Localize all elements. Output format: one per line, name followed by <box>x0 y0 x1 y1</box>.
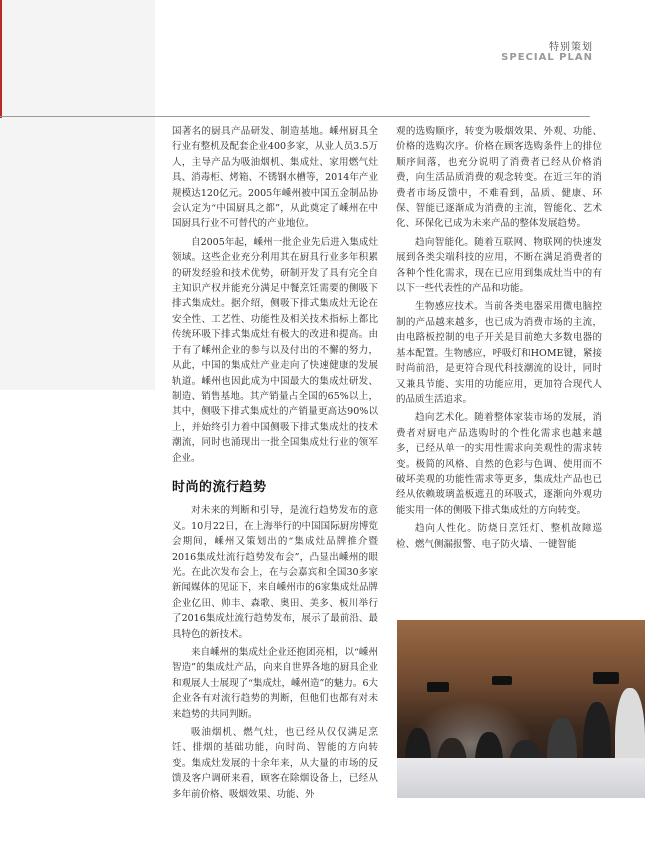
section-heading: 时尚的流行趋势 <box>172 479 267 495</box>
paragraph: 国著名的厨具产品研发、制造基地。嵊州厨具全行业有整机及配套企业400多家，从业人员3.5万人，主导产品为吸油烟机、集成灶、家用燃气灶具、消毒柜、烤箱、不锈钢水槽等，2014年产业规模达120亿元。2005年嵊州被中国五金制品协会认定为“中国厨具之都”，从此奠定了嵊州在中国厨具行业不可替代的产业地位。 <box>172 126 378 230</box>
left-margin-band <box>0 0 155 390</box>
paragraph: 趋向人性化。防烧日烹饪灯、整机故障巡检、燃气侧漏报警、电子防火墙、一键智能 <box>396 523 602 550</box>
paragraph: 生物感应技术。当前各类电器采用微电脑控制的产品越来越多，也已成为消费市场的主流，由电路板控制的电子开关是目前绝大多数电器的基本配置。生物感应，呼吸灯和HOME键，紧接时尚前沿，是更符合现代科技潮流的设计，同时又兼具节能、实用的功能应用，更加符合现代人的品质生活追求。 <box>396 301 602 405</box>
camera-shape <box>593 672 619 684</box>
left-text-column <box>172 124 378 805</box>
paragraph: 观的选购顺序，转变为吸烟效果、外观、功能、价格的选购次序。价格在顾客选购条件上的排位顺序间落，也充分说明了消费者已经从价格消费，向生活品质消费的观念转变。在近三年的消费者市场反馈中，不难看到，品质、健康、环保、智能已逐渐成为消费的主流，智能化、艺术化、环保化已成为未来产品的整体发展趋势。 <box>396 126 602 230</box>
paragraph: 对未来的判断和引导，是流行趋势发布的意义。10月22日，在上海举行的中国国际厨房博览会期间，嵊州又策划出的“集成灶品牌推介暨2016集成灶流行趋势发布会”，凸显出嵊州的眼光。在此次发布会上，在与会嘉宾和全国30多家新闻媒体的见证下，来自嵊州市的6家集成灶品牌企业亿田、帅丰、森歌、奥田、美多、板川举行了2016集成灶流行趋势发布，展示了最前沿、最具特色的新技术。 <box>172 505 378 640</box>
camera-shape <box>427 682 449 692</box>
header-divider <box>0 116 590 117</box>
section-title-cn: 特别策划 <box>549 42 593 53</box>
right-text-column <box>396 124 602 555</box>
paragraph: 自2005年起，嵊州一批企业先后进入集成灶领域。这些企业充分利用其在厨具行业多年积累的研发经验和技术优势，研制开发了具有完全自主知识产权并能充分满足中餐烹饪需要的侧吸下排式集成灶。据介绍，侧吸下排式集成灶无论在安全性、工艺性、功能性及相关技术指标上都比传统环吸下排式集成灶有极大的改进和提高。由于有了嵊州企业的参与以及付出的不懈的努力，从此，中国的集成灶产业走向了快速健康的发展轨道。嵊州也因此成为中国最大的集成灶研发、制造、销售基地。其产销量占全国的65%以上，其中，侧吸下排式集成灶的产销量更高达90%以上，并始终引力着中国侧吸下排式集成灶的技术潮流，同时也涌现出一批全国集成灶行业的领军企业。 <box>172 236 378 464</box>
paragraph: 吸油烟机、燃气灶，也已经从仅仅满足烹饪、排烟的基础功能，向时尚、智能的方向转变。集成灶发展的十余年来，从大量的市场的反馈及客户调研来看，顾客在除烟设备上，已经从多年前价格、吸烟效果、功能、外 <box>172 727 378 800</box>
section-title-en: SPECIAL PLAN <box>501 52 593 63</box>
camera-shape <box>492 676 512 685</box>
press-conference-photo <box>397 620 645 798</box>
paragraph: 趋向智能化。随着互联网、物联网的快速发展到各类尖端科技的应用，不断在满足消费者的各种个性化需求，现在已应用到集成灶当中的有以下一些代表性的产品和功能。 <box>396 236 602 295</box>
paragraph: 趋向艺术化。随着整体家装市场的发展，消费者对厨电产品选购时的个性化需求也越来越多，已经从单一的实用性需求向美观性的需求转变。极简的风格、自然的色彩与色调、使用而不破坏美观的功能性需求等更多，集成灶产品也已经从依赖玻璃盖板遮丑的环吸式，逐渐向外观功能实用一体的侧吸下排式集成灶的方向转变。 <box>396 412 602 516</box>
paragraph: 来自嵊州的集成灶企业还抱团亮相，以“嵊州智造”的集成灶产品，向来自世界各地的厨具企业和观展人士展现了“集成灶，嵊州造”的魅力。6大企业各有对流行趋势的判断，但他们也都有对未来趋势的共同判断。 <box>172 647 378 720</box>
accent-rule <box>0 0 2 118</box>
photo-table <box>397 758 645 798</box>
